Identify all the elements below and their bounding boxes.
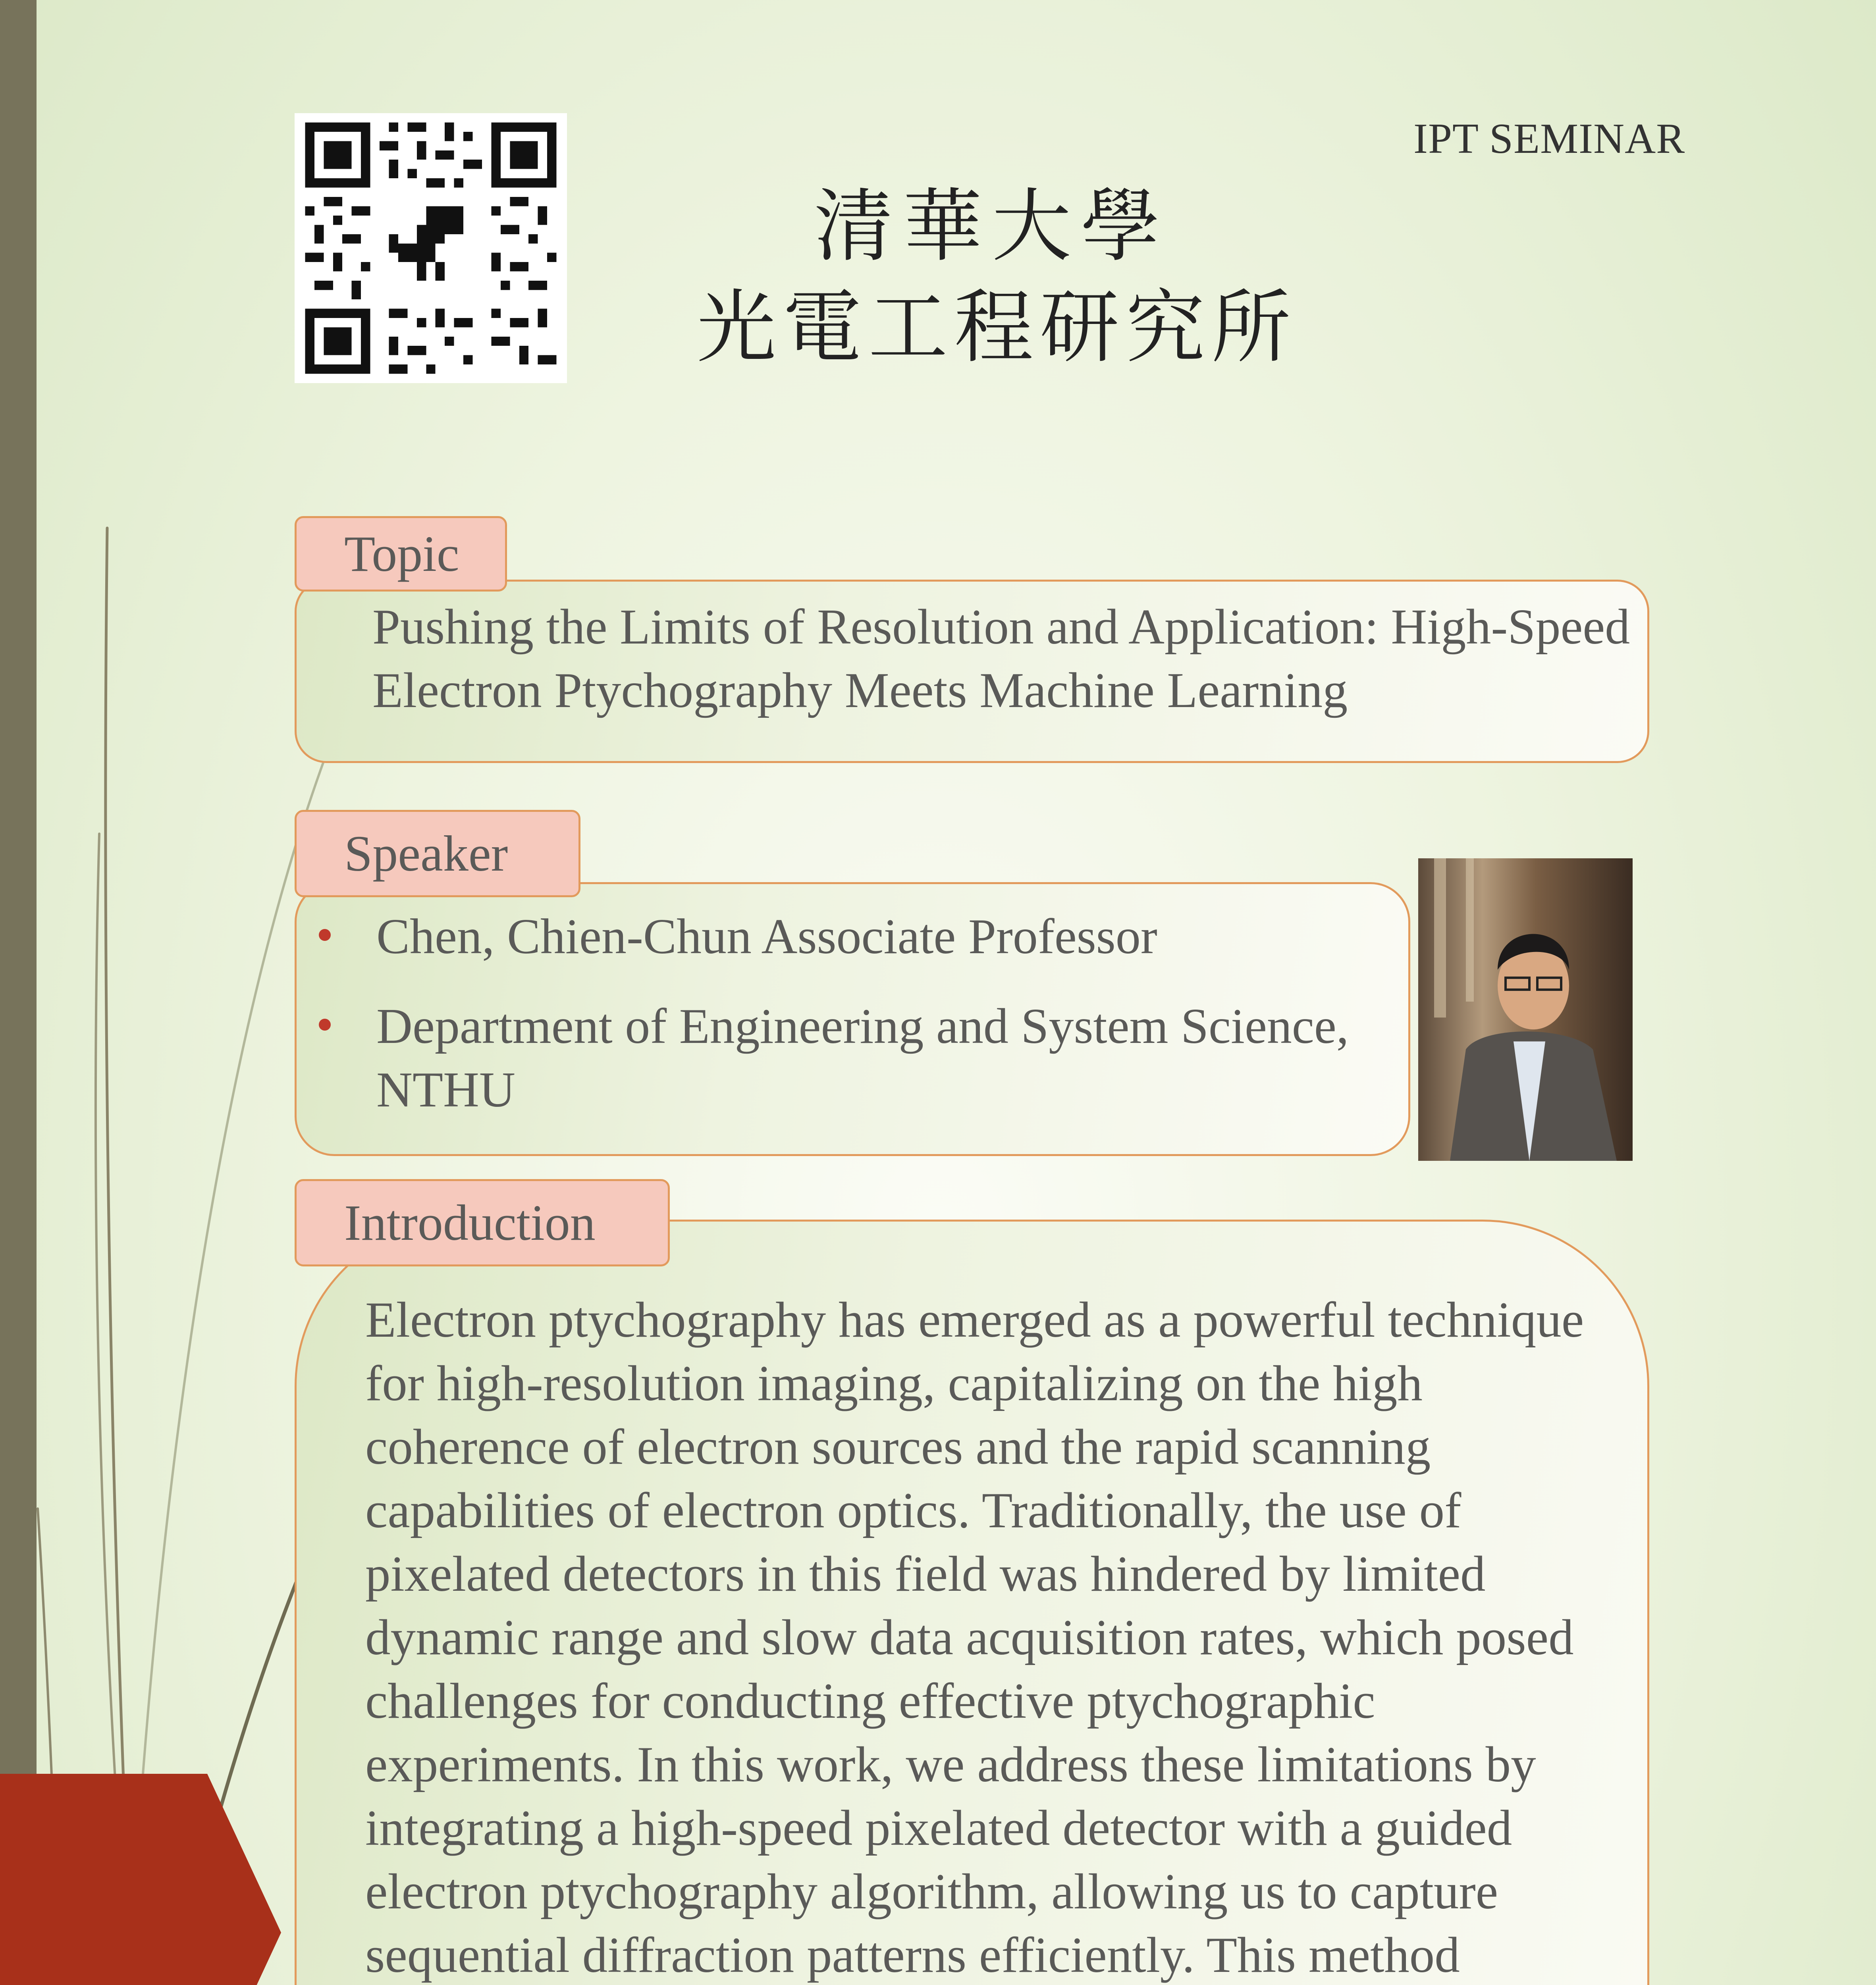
chevron-arrow-icon xyxy=(0,1774,281,1985)
seminar-label: IPT SEMINAR xyxy=(1413,115,1685,162)
institute-name: 光電工程研究所 xyxy=(697,281,1298,374)
university-name: 清華大學 xyxy=(814,180,1170,273)
deco-line xyxy=(106,528,187,1985)
topic-tab: Topic xyxy=(295,516,507,592)
introduction-text: Electron ptychography has emerged as a powerful technique for high-resolution imaging, capitalizing on the high coherence of electron sources and the rapid scanning capabilities of electron optics. Traditionally, the use of pixelated detectors in this field was hindered by limited dynamic range and slow data acquisition rates, which posed challenges for conducting effective ptychographic experiments. In this work, we address these limitations by integrating a high-speed pixelated detector with a guided electron ptychography algorithm, allowing us to capture sequential diffraction patterns efficiently. This method xyxy=(365,1292,1584,1983)
bullet-icon xyxy=(319,929,331,941)
speaker-photo xyxy=(1418,858,1633,1161)
qr-code[interactable] xyxy=(295,113,567,383)
speaker-name: Chen, Chien-Chun Associate Professor xyxy=(376,909,1157,964)
speaker-tab: Speaker xyxy=(295,810,580,897)
speaker-affiliation: Department of Engineering and System Science, NTHU xyxy=(376,999,1349,1118)
left-side-bar xyxy=(0,0,37,1985)
bullet-icon xyxy=(319,1019,331,1031)
topic-title: Pushing the Limits of Resolution and Application: High-Speed Electron Ptychography Meets Machine Learning xyxy=(372,599,1630,718)
introduction-tab: Introduction xyxy=(295,1179,670,1266)
qr-code-icon xyxy=(295,113,567,383)
